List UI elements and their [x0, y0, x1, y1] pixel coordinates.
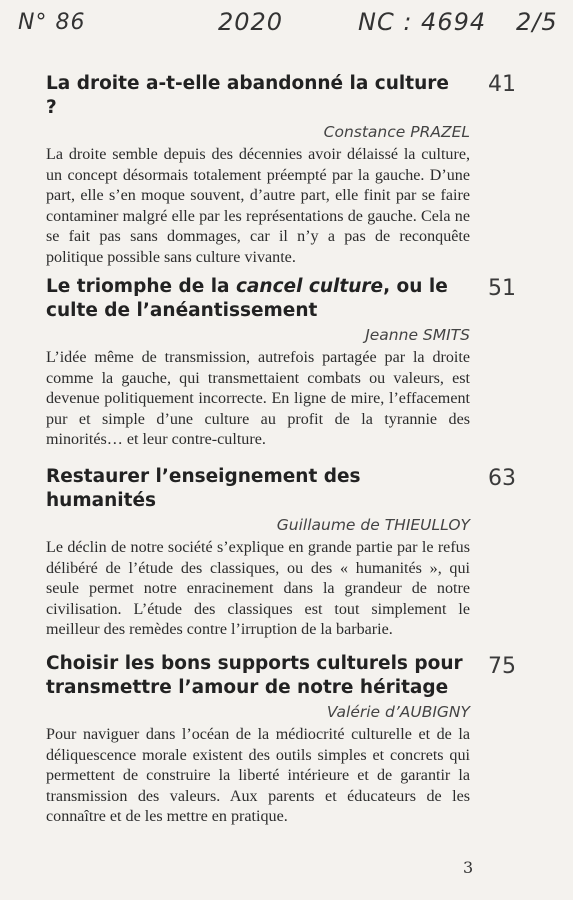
toc-entry: [46, 72, 470, 269]
article-summary: Le déclin de notre société s’explique en grande partie par le refus délibéré de l’étude des classiques, ou des « humanités », qui seule permet notre enracinement dans la grandeur de notre civilisation. L’étude des classiques est tout simplement le meilleur des remèdes contre l’irruption de la barbarie.: [46, 539, 470, 639]
article-title: La droite a-t-elle abandonné la culture ?: [46, 73, 449, 118]
article-author: Valérie d’AUBIGNY: [326, 703, 470, 721]
handwritten-year: 2020: [218, 8, 284, 36]
article-page-number: 41: [488, 72, 516, 97]
handwritten-page-count: 2/5: [516, 8, 558, 36]
article-page-number: 75: [488, 654, 516, 679]
toc-entry: [46, 275, 470, 451]
article-page-number: 63: [488, 466, 516, 491]
article-author: Guillaume de THIEULLOY: [276, 516, 470, 534]
article-page-number: 51: [488, 276, 516, 301]
article-author: Jeanne SMITS: [365, 326, 470, 344]
article-title: Choisir les bons supports culturels pour transmettre l’amour de notre héritage: [46, 653, 463, 698]
page-folio: 3: [463, 858, 474, 877]
article-title-emphasis: cancel culture: [235, 276, 384, 297]
article-title: [46, 275, 466, 323]
article-summary: La droite semble depuis des décennies avoir délaissé la culture, un concept désormais totalement préempté par la gauche. D’une part, elle s’en moque souvent, d’autre part, elle finit par se faire contaminer malgré elle par les représentations de gauche. Cela ne se fait pas sans dommages, car il n’y a pas de reconquête politique possible sans culture vivante.: [46, 146, 470, 266]
toc-entry: [46, 652, 470, 828]
article-summary: L’idée même de transmission, autrefois partagée par la droite comme la gauche, qui transmettaient combats ou valeurs, est devenue politiquement incorrecte. En ligne de mire, l’effacement pur et simple d’une culture au profit de la tyrannie des minorités… et leur contre-culture.: [46, 349, 470, 449]
article-title-part: Le triomphe de la: [46, 276, 236, 297]
article-title: Restaurer l’enseignement des humanités: [46, 466, 361, 511]
toc-entry: [46, 465, 470, 641]
article-title-part: , ou le culte de l’anéantissement: [46, 276, 448, 321]
article-author: Constance PRAZEL: [323, 123, 470, 141]
handwritten-issue-number: N° 86: [18, 10, 86, 35]
article-summary: Pour naviguer dans l’océan de la médiocrité culturelle et de la déliquescence morale existent des outils simples et concrets qui permettent de construire la liberté intérieure et de garantir la transmission des valeurs. Aux parents et éducateurs de les connaître et de les mettre en pratique.: [46, 726, 470, 826]
handwritten-nc-number: NC : 4694: [358, 8, 487, 36]
handwritten-header: [0, 0, 573, 60]
